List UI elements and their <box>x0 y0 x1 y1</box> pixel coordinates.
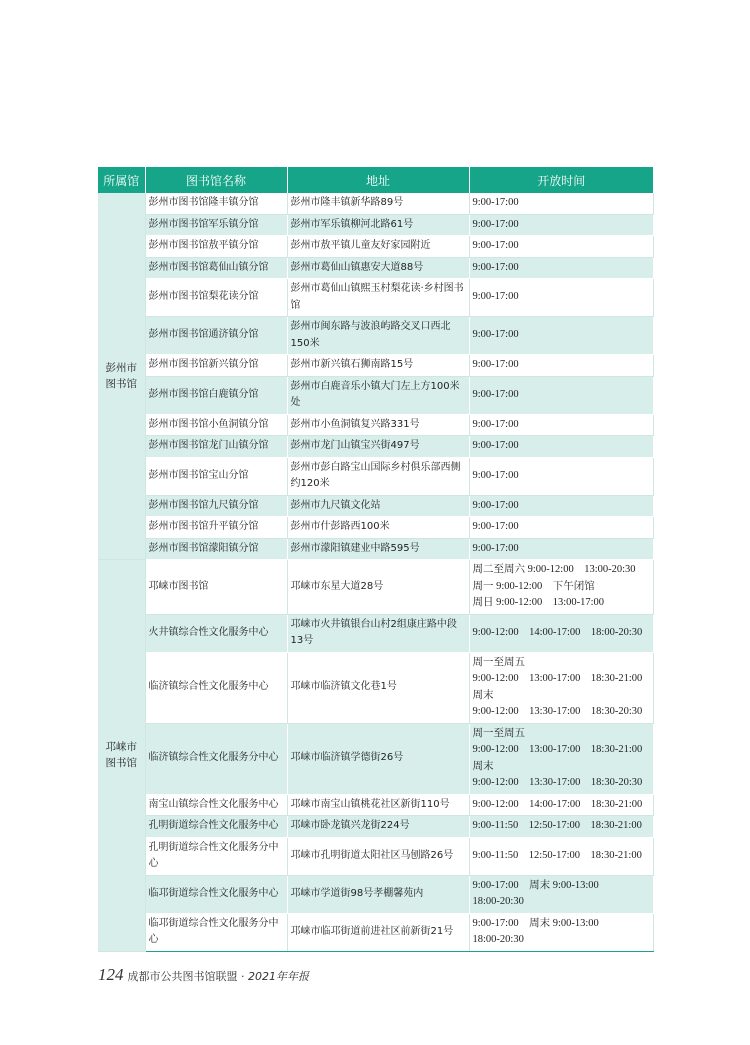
opening-hours-cell <box>469 376 653 414</box>
hours-line: 9:00-17:00 周末 9:00-13:00 <box>472 879 599 891</box>
address-cell: 邛崃市临济镇文化巷1号 <box>287 652 469 723</box>
table-row <box>98 517 653 539</box>
library-name-cell: 彭州市图书馆隆丰镇分馆 <box>145 193 287 214</box>
library-name-cell: 彭州市图书馆敖平镇分馆 <box>145 236 287 258</box>
table-row <box>98 723 653 794</box>
library-name-cell: 火井镇综合性文化服务中心 <box>145 614 287 652</box>
library-name-cell: 南宝山镇综合性文化服务中心 <box>145 794 287 816</box>
table-row <box>98 376 653 414</box>
address-cell: 邛崃市东星大道28号 <box>287 560 469 615</box>
opening-hours-cell <box>469 723 653 794</box>
hours-line: 周一至周五 <box>472 727 525 739</box>
hours-line: 9:00-17:00 周末 9:00-13:00 <box>472 917 599 929</box>
address-cell: 邛崃市孔明街道太阳社区马刨路26号 <box>287 837 469 875</box>
table-row <box>98 875 653 913</box>
hours-line: 9:00-17:00 <box>472 197 519 208</box>
hours-line: 9:00-17:00 <box>472 388 519 400</box>
library-name-cell: 彭州市图书馆葛仙山镇分馆 <box>145 257 287 279</box>
table-row <box>98 837 653 875</box>
address-cell: 彭州市彭白路宝山国际乡村俱乐部西侧约120米 <box>287 457 469 495</box>
table-row <box>98 214 653 236</box>
hours-line: 9:00-12:00 14:00-17:00 18:00-20:30 <box>472 626 643 638</box>
opening-hours-cell <box>469 837 653 875</box>
library-name-cell: 临邛街道综合性文化服务中心 <box>145 875 287 913</box>
hours-line: 9:00-17:00 <box>472 499 519 511</box>
opening-hours-cell <box>469 257 653 279</box>
table-row <box>98 913 653 951</box>
library-name-cell: 彭州市图书馆通济镇分馆 <box>145 317 287 355</box>
hours-line: 9:00-12:00 13:30-17:00 18:30-20:30 <box>472 777 643 788</box>
branch-label: 彭州市 图书馆 <box>105 361 137 390</box>
table-row <box>98 257 653 279</box>
hours-line: 9:00-17:00 <box>472 329 519 341</box>
address-cell: 邛崃市南宝山镇桃花社区新街110号 <box>287 794 469 816</box>
hours-line: 9:00-17:00 <box>472 218 519 230</box>
footer-title: 成都市公共图书馆联盟 · <box>127 970 248 983</box>
hours-line: 9:00-12:00 13:30-17:00 18:30-20:30 <box>472 706 643 717</box>
hours-line: 9:00-11:50 12:50-17:00 18:30-21:00 <box>472 849 642 861</box>
table-row <box>98 560 653 615</box>
hours-line: 9:00-12:00 13:00-17:00 18:30-21:00 <box>472 744 643 755</box>
branch-cell <box>98 560 145 952</box>
hours-line: 9:00-17:00 <box>472 418 519 430</box>
hours-line: 周末 <box>472 689 494 701</box>
library-name-cell: 临济镇综合性文化服务中心 <box>145 652 287 723</box>
hours-line: 9:00-11:50 12:50-17:00 18:30-21:00 <box>472 820 642 831</box>
address-cell: 彭州市闽东路与波浪屿路交叉口西北150米 <box>287 317 469 355</box>
hours-line: 9:00-17:00 <box>472 291 519 303</box>
opening-hours-cell <box>469 652 653 723</box>
branch-label: 邛崃市 图书馆 <box>105 740 137 770</box>
header-opening-hours: 开放时间 <box>469 167 653 193</box>
opening-hours-cell <box>469 816 653 838</box>
library-name-cell: 彭州市图书馆梨花读分馆 <box>145 279 287 317</box>
opening-hours-cell <box>469 457 653 495</box>
table-row <box>98 317 653 355</box>
library-name-cell: 彭州市图书馆龙门山镇分馆 <box>145 436 287 458</box>
opening-hours-cell <box>469 279 653 317</box>
library-name-cell: 彭州市图书馆军乐镇分馆 <box>145 214 287 236</box>
hours-line: 周日 9:00-12:00 13:00-17:00 <box>472 597 605 608</box>
hours-line: 周一 9:00-12:00 下午闭馆 <box>472 580 595 592</box>
opening-hours-cell <box>469 236 653 258</box>
hours-line: 9:00-17:00 <box>472 469 519 481</box>
branch-cell <box>98 193 145 560</box>
table-row <box>98 816 653 838</box>
table-row <box>98 414 653 436</box>
library-name-cell: 彭州市图书馆濛阳镇分馆 <box>145 538 287 560</box>
address-cell: 邛崃市学道街98号孝棚馨苑内 <box>287 875 469 913</box>
hours-line: 周一至周五 <box>472 656 525 668</box>
library-name-cell: 孔明街道综合性文化服务中心 <box>145 816 287 838</box>
hours-line: 9:00-17:00 <box>472 521 519 532</box>
opening-hours-cell <box>469 560 653 615</box>
opening-hours-cell <box>469 538 653 560</box>
page-number: 124 <box>98 965 124 984</box>
address-cell: 彭州市濛阳镇建业中路595号 <box>287 538 469 560</box>
address-cell: 邛崃市临济镇学德街26号 <box>287 723 469 794</box>
library-name-cell: 临邛街道综合性文化服务分中心 <box>145 913 287 951</box>
opening-hours-cell <box>469 317 653 355</box>
opening-hours-cell <box>469 193 653 214</box>
address-cell: 彭州市什彭路西100米 <box>287 517 469 539</box>
opening-hours-cell <box>469 875 653 913</box>
address-cell: 彭州市白鹿音乐小镇大门左上方100米处 <box>287 376 469 414</box>
library-name-cell: 临济镇综合性文化服务分中心 <box>145 723 287 794</box>
library-name-cell: 彭州市图书馆九尺镇分馆 <box>145 495 287 517</box>
opening-hours-cell <box>469 517 653 539</box>
hours-line: 周二至周六 9:00-12:00 13:00-20:30 <box>472 564 636 575</box>
address-cell: 彭州市龙门山镇宝兴街497号 <box>287 436 469 458</box>
hours-line: 周末 <box>472 760 494 772</box>
address-cell: 邛崃市临邛街道前进社区前新街21号 <box>287 913 469 951</box>
opening-hours-cell <box>469 794 653 816</box>
address-cell: 彭州市军乐镇柳河北路61号 <box>287 214 469 236</box>
address-cell: 彭州市敖平镇儿童友好家园附近 <box>287 236 469 258</box>
hours-line: 9:00-17:00 <box>472 440 519 451</box>
table-row <box>98 457 653 495</box>
table-row <box>98 355 653 377</box>
opening-hours-cell <box>469 495 653 517</box>
address-cell: 彭州市九尺镇文化站 <box>287 495 469 517</box>
library-name-cell: 邛崃市图书馆 <box>145 560 287 615</box>
opening-hours-cell <box>469 614 653 652</box>
library-name-cell: 彭州市图书馆宝山分馆 <box>145 457 287 495</box>
address-cell: 邛崃市卧龙镇兴龙街224号 <box>287 816 469 838</box>
library-table <box>98 167 654 952</box>
opening-hours-cell <box>469 913 653 951</box>
library-name-cell: 彭州市图书馆小鱼洞镇分馆 <box>145 414 287 436</box>
address-cell: 彭州市新兴镇石狮南路15号 <box>287 355 469 377</box>
footer-year-label: 2021年年报 <box>248 970 309 983</box>
table-row <box>98 794 653 816</box>
opening-hours-cell <box>469 355 653 377</box>
table-row <box>98 436 653 458</box>
library-name-cell: 彭州市图书馆新兴镇分馆 <box>145 355 287 377</box>
page-footer <box>98 965 309 985</box>
hours-line: 9:00-17:00 <box>472 261 519 273</box>
table-row <box>98 495 653 517</box>
address-cell: 彭州市葛仙山镇惠安大道88号 <box>287 257 469 279</box>
table-row <box>98 614 653 652</box>
hours-line: 18:00-20:30 <box>472 896 524 907</box>
opening-hours-cell <box>469 436 653 458</box>
hours-line: 9:00-17:00 <box>472 359 519 370</box>
address-cell: 彭州市葛仙山镇熙玉村梨花读·乡村图书馆 <box>287 279 469 317</box>
address-cell: 邛崃市火井镇银台山村2组康庄路中段13号 <box>287 614 469 652</box>
library-name-cell: 孔明街道综合性文化服务分中心 <box>145 837 287 875</box>
table-row <box>98 279 653 317</box>
table-body <box>98 193 653 951</box>
table-header <box>98 167 653 193</box>
hours-line: 9:00-17:00 <box>472 240 519 251</box>
opening-hours-cell <box>469 414 653 436</box>
library-name-cell: 彭州市图书馆白鹿镇分馆 <box>145 376 287 414</box>
hours-line: 9:00-17:00 <box>472 542 519 554</box>
header-branch: 所属馆 <box>98 167 145 193</box>
address-cell: 彭州市隆丰镇新华路89号 <box>287 193 469 214</box>
table-row <box>98 236 653 258</box>
header-address: 地址 <box>287 167 469 193</box>
table-row <box>98 652 653 723</box>
header-library-name: 图书馆名称 <box>145 167 287 193</box>
hours-line: 18:00-20:30 <box>472 934 524 945</box>
hours-line: 9:00-12:00 14:00-17:00 18:30-21:00 <box>472 798 643 810</box>
table-row <box>98 193 653 214</box>
address-cell: 彭州市小鱼洞镇复兴路331号 <box>287 414 469 436</box>
library-name-cell: 彭州市图书馆升平镇分馆 <box>145 517 287 539</box>
hours-line: 9:00-12:00 13:00-17:00 18:30-21:00 <box>472 673 643 684</box>
opening-hours-cell <box>469 214 653 236</box>
table-row <box>98 538 653 560</box>
